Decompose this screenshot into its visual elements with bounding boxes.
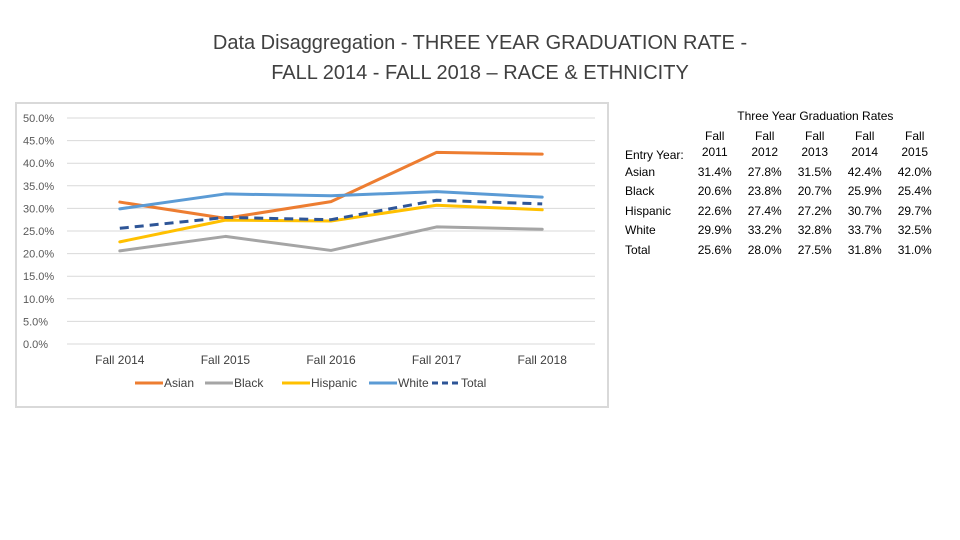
table-cell: 27.2% bbox=[797, 203, 832, 218]
line-chart bbox=[17, 104, 607, 406]
table-cell: 27.8% bbox=[747, 164, 782, 179]
table-cell: 42.4% bbox=[847, 164, 882, 179]
x-tick-label: Fall 2018 bbox=[517, 353, 567, 367]
table-row bbox=[622, 221, 940, 241]
y-tick-label: 20.0% bbox=[23, 248, 55, 261]
y-tick-label: 35.0% bbox=[23, 180, 55, 193]
y-tick-label: 50.0% bbox=[23, 113, 55, 125]
title-line-2: FALL 2014 - FALL 2018 – RACE & ETHNICITY bbox=[271, 62, 689, 84]
column-header-year: 2011 bbox=[701, 145, 728, 159]
table-cell: 31.4% bbox=[697, 164, 732, 179]
entry-year-label: Entry Year: bbox=[625, 148, 684, 162]
y-tick-label: 15.0% bbox=[23, 271, 55, 284]
table-column-header bbox=[740, 126, 790, 162]
table-row bbox=[622, 182, 940, 202]
table-cell: 42.0% bbox=[897, 164, 932, 179]
x-tick-label: Fall 2016 bbox=[306, 353, 356, 367]
title-line-1: Data Disaggregation - THREE YEAR GRADUATION RATE - bbox=[212, 32, 748, 54]
y-tick-label: 5.0% bbox=[23, 316, 49, 329]
table-cell: 31.5% bbox=[797, 164, 832, 179]
table-cell: 25.4% bbox=[897, 184, 932, 199]
column-header-term: Fall bbox=[755, 129, 775, 143]
column-header-year: 2012 bbox=[751, 145, 779, 159]
x-tick-label: Fall 2015 bbox=[200, 353, 251, 367]
y-tick-label: 25.0% bbox=[23, 226, 55, 238]
x-tick-label: Fall 2014 bbox=[95, 353, 145, 367]
y-tick-label: 30.0% bbox=[23, 203, 55, 216]
row-label: White bbox=[625, 223, 656, 238]
column-header-term: Fall bbox=[705, 129, 725, 143]
legend-label: White bbox=[398, 376, 429, 390]
table-column-header bbox=[840, 126, 890, 162]
column-header-term: Fall bbox=[805, 129, 825, 143]
table-cell: 27.4% bbox=[747, 203, 782, 218]
table-column-header bbox=[790, 126, 840, 162]
table-column-header bbox=[690, 126, 740, 162]
y-tick-label: 0.0% bbox=[23, 339, 49, 351]
table-cell: 33.2% bbox=[747, 223, 782, 238]
row-label: Hispanic bbox=[625, 203, 672, 218]
page-title bbox=[150, 28, 810, 88]
column-header-term: Fall bbox=[905, 129, 925, 143]
table-row bbox=[622, 162, 940, 182]
column-header-year: 2015 bbox=[901, 145, 929, 159]
table-cell: 28.0% bbox=[747, 242, 782, 257]
table-row bbox=[622, 240, 940, 260]
table-header-row bbox=[622, 126, 940, 162]
table-cell: 31.8% bbox=[847, 242, 882, 257]
table-cell: 32.5% bbox=[897, 223, 932, 238]
table-cell: 29.7% bbox=[897, 203, 932, 218]
table-cell: 31.0% bbox=[897, 242, 932, 257]
table-row bbox=[622, 201, 940, 221]
series-line-total bbox=[120, 200, 542, 228]
column-header-year: 2013 bbox=[801, 145, 829, 159]
table-caption: Three Year Graduation Rates bbox=[737, 109, 894, 123]
table-cell: 27.5% bbox=[797, 242, 832, 257]
table-cell: 20.7% bbox=[797, 184, 832, 199]
table-cell: 20.6% bbox=[697, 184, 732, 199]
table-cell: 29.9% bbox=[697, 223, 732, 238]
legend-label: Black bbox=[234, 376, 264, 390]
legend-label: Hispanic bbox=[311, 376, 358, 390]
y-tick-label: 45.0% bbox=[23, 135, 55, 148]
legend-label: Total bbox=[461, 376, 487, 390]
legend-label: Asian bbox=[164, 376, 195, 390]
table-cell: 23.8% bbox=[747, 184, 782, 199]
y-tick-label: 10.0% bbox=[23, 293, 55, 306]
table-column-header bbox=[890, 126, 940, 162]
table-cell: 25.9% bbox=[847, 184, 882, 199]
column-header-term: Fall bbox=[855, 129, 875, 143]
graduation-rates-table bbox=[622, 106, 940, 260]
x-tick-label: Fall 2017 bbox=[411, 353, 462, 367]
row-label: Total bbox=[625, 242, 651, 257]
chart-container bbox=[15, 102, 609, 408]
table-cell: 25.6% bbox=[697, 242, 732, 257]
table-cell: 30.7% bbox=[847, 203, 882, 218]
column-header-year: 2014 bbox=[851, 145, 879, 159]
y-tick-label: 40.0% bbox=[23, 158, 55, 171]
table-cell: 33.7% bbox=[847, 223, 882, 238]
row-label: Black bbox=[625, 184, 655, 199]
table-cell: 32.8% bbox=[797, 223, 832, 238]
row-label: Asian bbox=[625, 164, 656, 179]
table-cell: 22.6% bbox=[697, 203, 732, 218]
